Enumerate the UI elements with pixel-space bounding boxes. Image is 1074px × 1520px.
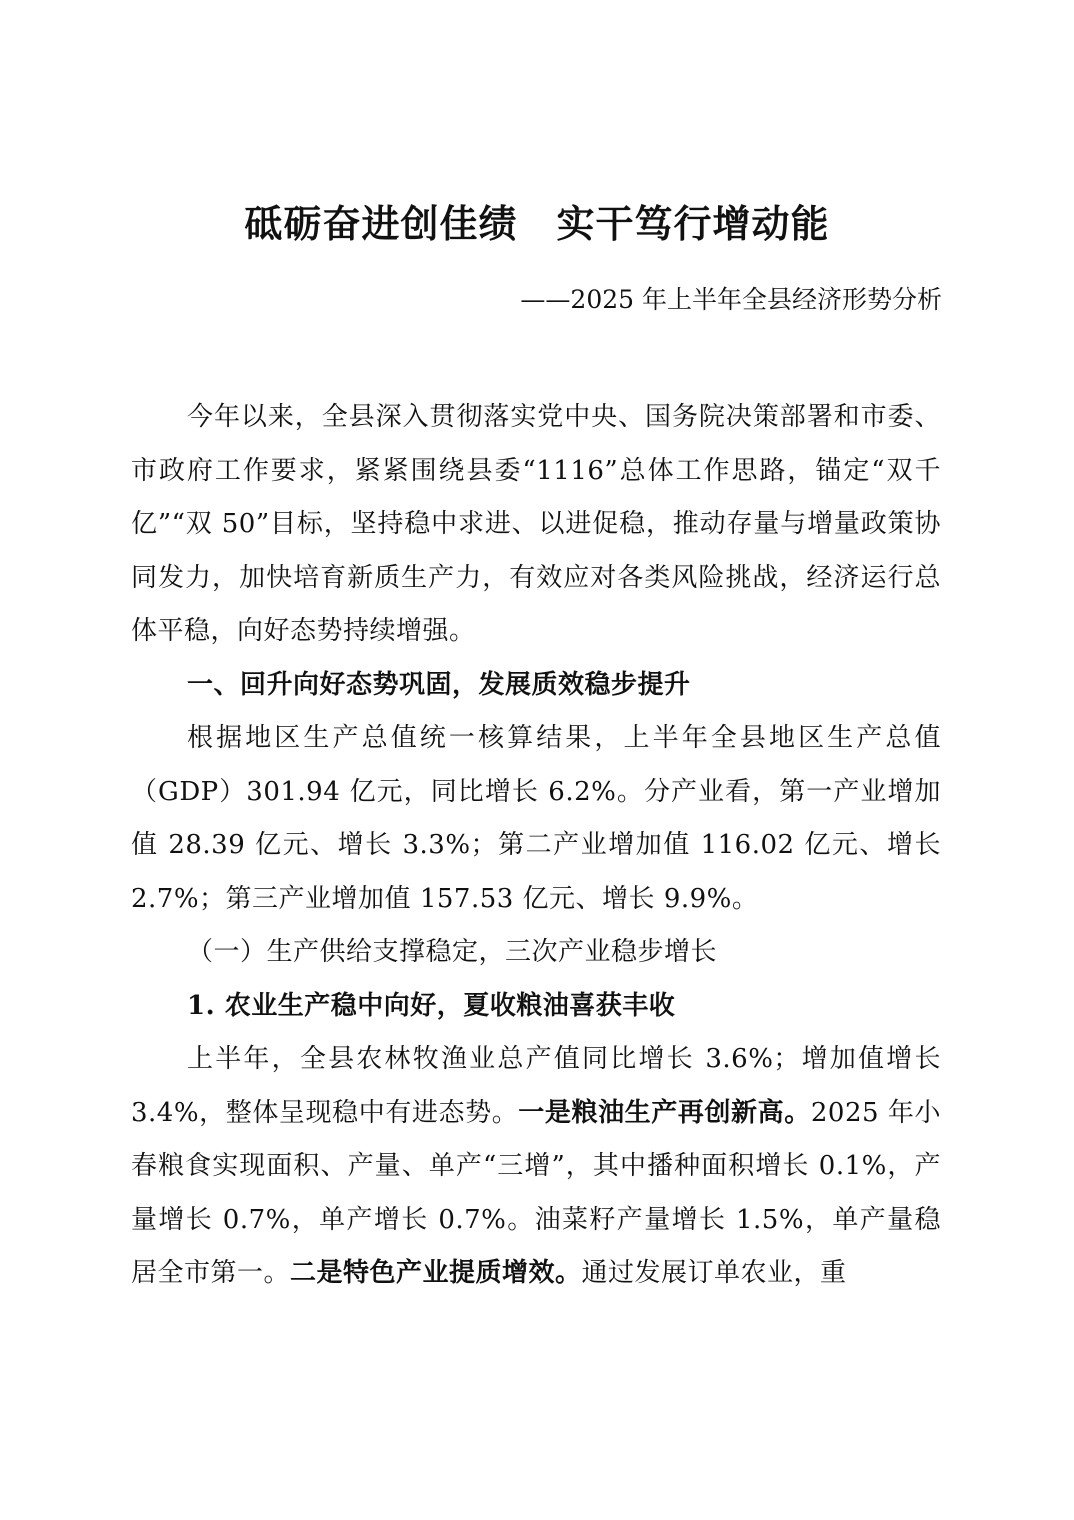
intro-paragraph: 今年以来，全县深入贯彻落实党中央、国务院决策部署和市委、市政府工作要求，紧紧围绕县委“1116”总体工作思路，锚定“双千亿”“双 50”目标，坚持稳中求进、以进促稳，推动存量与增量政策协同发力，加快培育新质生产力，有效应对各类风险挑战，经济运行总体平稳，向好态势持续增强。 [131, 402, 941, 646]
document-body [131, 391, 941, 1301]
gdp-paragraph: 根据地区生产总值统一核算结果，上半年全县地区生产总值（GDP）301.94 亿元，同比增长 6.2%。分产业看，第一产业增加值 28.39 亿元、增长 3.3%；第二产业增加值 116.02 亿元、增长 2.7%；第三产业增加值 157.53 亿元、增长 9.9%。 [131, 723, 941, 914]
item-heading-1: 1. 农业生产稳中向好，夏收粮油喜获丰收 [187, 990, 676, 1021]
subsection-heading-1: （一）生产供给支撑稳定，三次产业稳步增长 [187, 937, 718, 967]
agriculture-highlight-2: 二是特色产业提质增效。 [290, 1258, 582, 1288]
agriculture-text-3: 通过发展订单农业，重 [581, 1258, 847, 1288]
document-title: 砥砺奋进创佳绩 实干笃行增动能 [244, 202, 830, 246]
agriculture-paragraph [131, 1033, 941, 1301]
agriculture-text-1: 上半年，全县农林牧渔业总产值同比增长 3.6%；增加值增长 3.4%，整体呈现稳中有进态势。 [131, 1044, 941, 1128]
agriculture-text-2: 2025 年小春粮食实现面积、产量、单产“三增”，其中播种面积增长 0.1%，产量增长 0.7%，单产增长 0.7%。油菜籽产量增长 1.5%，单产量稳居全市第一。 [131, 1097, 941, 1288]
document-subtitle: ——2025 年上半年全县经济形势分析 [520, 285, 942, 314]
agriculture-highlight-1: 一是粮油生产再创新高。 [518, 1097, 811, 1128]
section-heading-1: 一、回升向好态势巩固，发展质效稳步提升 [187, 669, 691, 700]
